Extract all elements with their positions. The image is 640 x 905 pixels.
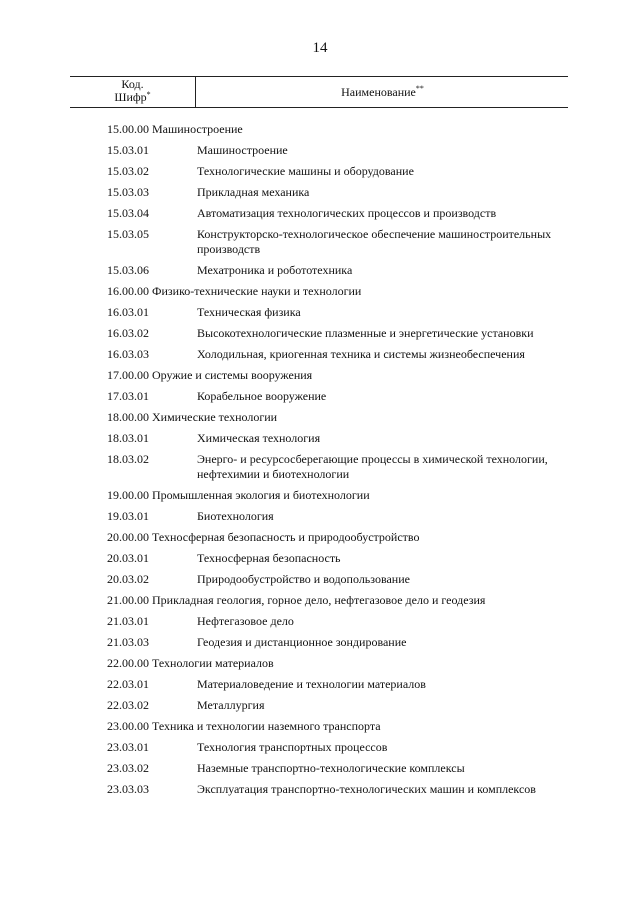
specialty-row — [107, 304, 577, 325]
specialty-code: 19.03.01 — [107, 509, 149, 523]
group-heading-row — [107, 409, 577, 430]
specialty-name: Энерго- и ресурсосберегающие процессы в химической технологии, нефтехимии и биотехнологии — [197, 452, 548, 481]
group-heading-row — [107, 655, 577, 676]
specialty-code: 22.03.02 — [107, 698, 149, 712]
group-heading-row — [107, 367, 577, 388]
specialty-row — [107, 571, 577, 592]
specialty-name: Материаловедение и технологии материалов — [197, 677, 426, 691]
specialty-name: Нефтегазовое дело — [197, 614, 294, 628]
specialty-name: Технология транспортных процессов — [197, 740, 388, 754]
group-heading-row — [107, 718, 577, 739]
specialty-row — [107, 634, 577, 655]
specialty-row — [107, 325, 577, 346]
specialty-code: 23.03.01 — [107, 740, 149, 754]
specialty-name: Прикладная механика — [197, 185, 310, 199]
specialty-name: Высокотехнологические плазменные и энергетические установки — [197, 326, 534, 340]
specialty-code: 18.03.01 — [107, 431, 149, 445]
group-heading: 21.00.00 Прикладная геология, горное дело, нефтегазовое дело и геодезия — [107, 593, 486, 607]
specialty-code: 20.03.01 — [107, 551, 149, 565]
specialty-code: 17.03.01 — [107, 389, 149, 403]
specialty-name: Металлургия — [197, 698, 265, 712]
specialty-row — [107, 388, 577, 409]
specialty-name: Конструкторско-технологическое обеспечение машиностроительных производств — [197, 227, 552, 256]
specialty-name: Корабельное вооружение — [197, 389, 327, 403]
specialty-name: Холодильная, криогенная техника и системы жизнеобеспечения — [197, 347, 525, 361]
specialty-name: Машиностроение — [197, 143, 288, 157]
name-footnote-mark: ** — [415, 84, 424, 93]
code-header-label: Шифр — [114, 90, 147, 104]
specialty-code: 15.03.06 — [107, 263, 149, 277]
specialty-name: Технологические машины и оборудование — [197, 164, 414, 178]
group-heading: 19.00.00 Промышленная экология и биотехнологии — [107, 488, 370, 502]
group-heading: 23.00.00 Техника и технологии наземного транспорта — [107, 719, 381, 733]
group-heading-row — [107, 529, 577, 550]
table-header — [70, 76, 568, 108]
specialty-code: 21.03.03 — [107, 635, 149, 649]
page-number: 14 — [312, 40, 328, 56]
specialty-row — [107, 550, 577, 571]
specialty-code: 15.03.04 — [107, 206, 149, 220]
specialty-code: 15.03.03 — [107, 185, 149, 199]
specialty-name: Мехатроника и робототехника — [197, 263, 353, 277]
specialty-code: 16.03.03 — [107, 347, 149, 361]
specialty-row — [107, 262, 577, 283]
specialty-row — [107, 760, 577, 781]
group-heading: 16.00.00 Физико-технические науки и технологии — [107, 284, 362, 298]
specialty-row — [107, 205, 577, 226]
specialty-name: Химическая технология — [197, 431, 321, 445]
specialty-name: Наземные транспортно-технологические комплексы — [197, 761, 465, 775]
specialty-code: 15.03.01 — [107, 143, 149, 157]
specialty-code: 20.03.02 — [107, 572, 149, 586]
group-heading-row — [107, 592, 577, 613]
specialty-row — [107, 508, 577, 529]
code-footnote-mark: * — [146, 90, 151, 99]
specialty-list — [107, 121, 577, 802]
specialty-code: 16.03.02 — [107, 326, 149, 340]
group-heading: 20.00.00 Техносферная безопасность и природообустройство — [107, 530, 420, 544]
specialty-row — [107, 430, 577, 451]
specialty-name: Биотехнология — [197, 509, 274, 523]
group-heading: 22.00.00 Технологии материалов — [107, 656, 274, 670]
specialty-code: 21.03.01 — [107, 614, 149, 628]
specialty-code: 22.03.01 — [107, 677, 149, 691]
code-header-line2 — [70, 91, 195, 104]
specialty-row — [107, 613, 577, 634]
specialty-name: Эксплуатация транспортно-технологических машин и комплексов — [197, 782, 536, 796]
code-header-line1: Код. — [121, 77, 144, 91]
specialty-row — [107, 781, 577, 802]
specialty-name: Природообустройство и водопользование — [197, 572, 410, 586]
specialty-name: Автоматизация технологических процессов и производств — [197, 206, 497, 220]
specialty-row — [107, 163, 577, 184]
specialty-name: Геодезия и дистанционное зондирование — [197, 635, 407, 649]
group-heading-row — [107, 487, 577, 508]
specialty-name: Техносферная безопасность — [197, 551, 341, 565]
group-heading: 18.00.00 Химические технологии — [107, 410, 278, 424]
specialty-row — [107, 676, 577, 697]
name-column-header — [197, 77, 568, 107]
specialty-row — [107, 184, 577, 205]
specialty-row — [107, 226, 577, 262]
name-header-label: Наименование — [341, 85, 416, 99]
code-column-header — [70, 77, 196, 107]
specialty-row — [107, 697, 577, 718]
group-heading: 17.00.00 Оружие и системы вооружения — [107, 368, 313, 382]
specialty-name: Техническая физика — [197, 305, 301, 319]
specialty-code: 18.03.02 — [107, 452, 149, 466]
specialty-row — [107, 142, 577, 163]
specialty-code: 23.03.03 — [107, 782, 149, 796]
specialty-row — [107, 451, 577, 487]
group-heading-row — [107, 283, 577, 304]
specialty-code: 23.03.02 — [107, 761, 149, 775]
specialty-code: 16.03.01 — [107, 305, 149, 319]
specialty-code: 15.03.05 — [107, 227, 149, 241]
group-heading-row — [107, 121, 577, 142]
specialty-row — [107, 346, 577, 367]
specialty-code: 15.03.02 — [107, 164, 149, 178]
group-heading: 15.00.00 Машиностроение — [107, 122, 243, 136]
specialty-row — [107, 739, 577, 760]
